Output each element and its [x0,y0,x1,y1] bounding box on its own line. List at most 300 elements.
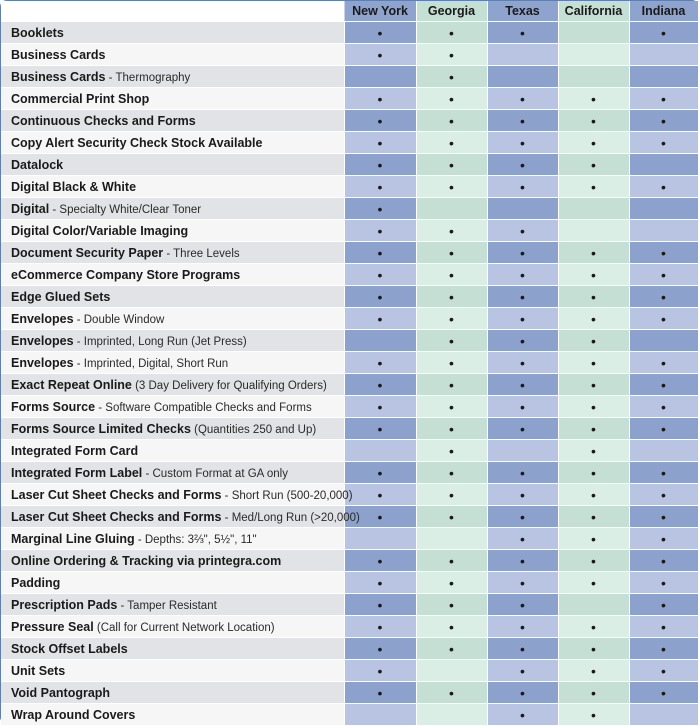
column-header-california: California [558,1,629,22]
availability-cell-california [558,594,629,616]
availability-cell-texas [487,330,558,352]
availability-bullet-icon: • [377,46,383,63]
availability-bullet-icon: • [520,156,525,173]
availability-bullet-icon: • [449,640,454,657]
availability-cell-texas [487,594,558,616]
availability-bullet-icon: • [661,574,666,591]
service-label-cell [1,528,344,550]
service-label-cell [1,374,344,396]
availability-cell-texas [487,66,558,88]
availability-cell-georgia [416,44,487,66]
availability-cell-indiana [629,308,698,330]
service-name: Commercial Print Shop [11,91,150,106]
availability-bullet-icon: • [661,24,666,41]
table-row [1,506,698,528]
service-detail: - Thermography [105,71,191,84]
availability-cell-indiana [629,550,698,572]
availability-cell-indiana [629,616,698,638]
availability-bullet-icon: • [520,420,525,437]
header-row [1,1,698,22]
column-header-new-york: New York [344,1,416,22]
availability-cell-new-york [344,198,416,220]
availability-cell-georgia [416,418,487,440]
availability-cell-texas [487,286,558,308]
table-row [1,88,698,110]
availability-bullet-icon: • [377,464,383,481]
service-label-cell [1,88,344,110]
availability-bullet-icon: • [449,596,454,613]
availability-bullet-icon: • [449,574,454,591]
availability-cell-indiana [629,506,698,528]
availability-cell-california [558,572,629,594]
table-row [1,308,698,330]
availability-cell-new-york [344,418,416,440]
availability-cell-new-york [344,66,416,88]
service-label-cell [1,330,344,352]
service-name: Envelopes [11,333,74,348]
availability-cell-texas [487,616,558,638]
availability-cell-texas [487,550,558,572]
availability-cell-california [558,440,629,462]
availability-bullet-icon: • [591,310,596,327]
service-name: Laser Cut Sheet Checks and Forms [11,509,222,524]
availability-cell-indiana [629,440,698,462]
availability-bullet-icon: • [520,332,525,349]
availability-cell-california [558,44,629,66]
service-label-cell [1,594,344,616]
table-row [1,330,698,352]
capabilities-table [1,1,699,726]
service-name: Forms Source Limited Checks [11,421,191,436]
availability-cell-new-york [344,704,416,726]
availability-bullet-icon: • [661,530,666,547]
service-name: Marginal Line Gluing [11,531,135,546]
availability-bullet-icon: • [591,618,596,635]
table-row [1,638,698,660]
availability-bullet-icon: • [591,266,596,283]
availability-bullet-icon: • [449,376,454,393]
table-row [1,264,698,286]
availability-bullet-icon: • [449,112,454,129]
availability-bullet-icon: • [449,398,454,415]
availability-cell-indiana [629,286,698,308]
availability-cell-indiana [629,682,698,704]
service-label-cell [1,176,344,198]
availability-cell-georgia [416,550,487,572]
service-name: Digital Color/Variable Imaging [11,223,189,238]
availability-bullet-icon: • [377,244,383,261]
table-row [1,242,698,264]
availability-bullet-icon: • [661,684,666,701]
availability-bullet-icon: • [449,266,454,283]
availability-cell-new-york [344,462,416,484]
availability-bullet-icon: • [661,662,666,679]
availability-cell-indiana [629,704,698,726]
availability-cell-texas [487,198,558,220]
availability-cell-georgia [416,638,487,660]
table-row [1,220,698,242]
availability-cell-indiana [629,176,698,198]
service-name: Booklets [11,25,64,40]
availability-cell-georgia [416,506,487,528]
availability-bullet-icon: • [520,24,525,41]
availability-cell-new-york [344,638,416,660]
availability-cell-new-york [344,550,416,572]
service-name: Digital Black & White [11,179,137,194]
table-row [1,462,698,484]
availability-bullet-icon: • [591,244,596,261]
service-label-cell [1,550,344,572]
availability-bullet-icon: • [661,134,666,151]
service-detail: - Software Compatible Checks and Forms [95,401,312,414]
availability-bullet-icon: • [591,112,596,129]
availability-cell-georgia [416,176,487,198]
availability-cell-california [558,330,629,352]
availability-bullet-icon: • [449,178,454,195]
availability-bullet-icon: • [377,508,383,525]
table-row [1,286,698,308]
availability-bullet-icon: • [661,112,666,129]
availability-cell-indiana [629,396,698,418]
availability-bullet-icon: • [377,596,383,613]
table-row [1,594,698,616]
availability-cell-indiana [629,462,698,484]
availability-cell-texas [487,132,558,154]
availability-cell-indiana [629,484,698,506]
availability-cell-california [558,528,629,550]
availability-cell-georgia [416,528,487,550]
availability-bullet-icon: • [449,486,454,503]
availability-cell-california [558,352,629,374]
availability-bullet-icon: • [591,530,596,547]
table-row [1,110,698,132]
availability-bullet-icon: • [661,552,666,569]
availability-bullet-icon: • [661,486,666,503]
service-name: Business Cards [11,69,106,84]
availability-bullet-icon: • [520,90,525,107]
availability-cell-indiana [629,638,698,660]
availability-bullet-icon: • [661,596,666,613]
service-name: Online Ordering & Tracking via printegra.com [11,553,282,568]
availability-bullet-icon: • [377,222,383,239]
availability-bullet-icon: • [520,640,525,657]
availability-bullet-icon: • [377,486,383,503]
service-detail: - Short Run (500-20,000) [221,489,353,502]
availability-cell-texas [487,220,558,242]
table-row [1,616,698,638]
availability-cell-texas [487,528,558,550]
availability-cell-new-york [344,286,416,308]
availability-bullet-icon: • [520,112,525,129]
availability-bullet-icon: • [520,684,525,701]
availability-bullet-icon: • [591,442,596,459]
availability-bullet-icon: • [449,46,454,63]
availability-cell-california [558,704,629,726]
availability-cell-georgia [416,396,487,418]
availability-bullet-icon: • [591,684,596,701]
availability-cell-texas [487,352,558,374]
service-name: Business Cards [11,47,106,62]
availability-cell-new-york [344,22,416,44]
availability-bullet-icon: • [520,508,525,525]
service-detail: - Double Window [73,313,165,326]
availability-bullet-icon: • [591,332,596,349]
table-row [1,396,698,418]
availability-bullet-icon: • [591,486,596,503]
availability-bullet-icon: • [449,156,454,173]
service-label-cell [1,286,344,308]
service-label-cell [1,242,344,264]
service-name: Envelopes [11,311,74,326]
service-label-cell [1,396,344,418]
availability-cell-georgia [416,110,487,132]
availability-cell-new-york [344,242,416,264]
availability-bullet-icon: • [661,244,666,261]
availability-bullet-icon: • [661,376,666,393]
availability-bullet-icon: • [520,354,525,371]
availability-bullet-icon: • [661,90,666,107]
service-name: Exact Repeat Online [11,377,132,392]
availability-bullet-icon: • [520,552,525,569]
table-row [1,352,698,374]
table-row [1,154,698,176]
column-header-indiana: Indiana [629,1,698,22]
service-label-cell [1,704,344,726]
availability-cell-indiana [629,22,698,44]
availability-cell-texas [487,88,558,110]
service-label-cell [1,264,344,286]
availability-cell-texas [487,704,558,726]
column-header-georgia: Georgia [416,1,487,22]
availability-cell-texas [487,572,558,594]
availability-bullet-icon: • [591,508,596,525]
availability-bullet-icon: • [520,662,525,679]
table-row [1,198,698,220]
availability-bullet-icon: • [661,310,666,327]
service-name: Envelopes [11,355,74,370]
availability-cell-california [558,374,629,396]
availability-cell-indiana [629,44,698,66]
availability-bullet-icon: • [449,68,454,85]
availability-cell-indiana [629,198,698,220]
table-row [1,704,698,726]
service-label-cell [1,308,344,330]
availability-bullet-icon: • [591,398,596,415]
service-label-cell [1,484,353,506]
availability-cell-new-york [344,44,416,66]
availability-bullet-icon: • [520,178,525,195]
availability-bullet-icon: • [661,640,666,657]
availability-cell-georgia [416,616,487,638]
availability-bullet-icon: • [591,90,596,107]
availability-bullet-icon: • [591,288,596,305]
table-row [1,176,698,198]
availability-cell-texas [487,154,558,176]
availability-bullet-icon: • [591,464,596,481]
service-name: Integrated Form Label [11,465,143,480]
availability-cell-california [558,154,629,176]
availability-cell-georgia [416,132,487,154]
availability-cell-indiana [629,660,698,682]
availability-bullet-icon: • [377,266,383,283]
service-label-cell [1,132,344,154]
availability-bullet-icon: • [449,618,454,635]
availability-cell-indiana [629,88,698,110]
service-detail: - Specialty White/Clear Toner [49,203,202,216]
availability-cell-georgia [416,704,487,726]
availability-cell-california [558,462,629,484]
availability-cell-texas [487,484,558,506]
availability-cell-texas [487,638,558,660]
availability-cell-california [558,198,629,220]
availability-cell-indiana [629,220,698,242]
service-label-cell [1,616,344,638]
table-row [1,418,698,440]
availability-bullet-icon: • [591,552,596,569]
availability-cell-texas [487,242,558,264]
service-label-cell [1,682,344,704]
service-label-cell [1,638,344,660]
availability-bullet-icon: • [449,222,454,239]
availability-bullet-icon: • [377,178,383,195]
service-name: Prescription Pads [11,597,118,612]
availability-cell-new-york [344,176,416,198]
availability-bullet-icon: • [520,530,525,547]
availability-bullet-icon: • [449,24,454,41]
table-row [1,572,698,594]
availability-bullet-icon: • [449,508,454,525]
availability-cell-texas [487,418,558,440]
availability-bullet-icon: • [377,420,383,437]
availability-cell-georgia [416,660,487,682]
availability-cell-texas [487,462,558,484]
availability-cell-texas [487,176,558,198]
availability-cell-georgia [416,352,487,374]
availability-cell-new-york [344,352,416,374]
availability-bullet-icon: • [449,420,454,437]
availability-cell-georgia [416,264,487,286]
service-detail: - Depths: 3⅔", 5½", 11" [134,533,257,546]
availability-bullet-icon: • [449,442,454,459]
availability-cell-georgia [416,594,487,616]
service-detail: (Call for Current Network Location) [93,621,275,634]
table-row [1,660,698,682]
service-label-cell [1,66,344,88]
availability-bullet-icon: • [591,376,596,393]
availability-cell-georgia [416,682,487,704]
service-name: Void Pantograph [11,685,111,700]
availability-bullet-icon: • [377,310,383,327]
availability-bullet-icon: • [520,134,525,151]
availability-cell-georgia [416,330,487,352]
service-label-cell [1,462,344,484]
table-row [1,440,698,462]
service-name: Edge Glued Sets [11,289,111,304]
availability-bullet-icon: • [449,244,454,261]
table-row [1,44,698,66]
table-row [1,528,698,550]
service-detail: - Three Levels [163,247,240,260]
availability-bullet-icon: • [661,178,666,195]
availability-cell-georgia [416,154,487,176]
availability-cell-california [558,396,629,418]
availability-cell-texas [487,506,558,528]
availability-cell-texas [487,110,558,132]
service-detail: - Tamper Resistant [117,599,217,612]
availability-bullet-icon: • [377,112,383,129]
availability-cell-new-york [344,528,416,550]
service-name: Pressure Seal [11,619,94,634]
availability-cell-new-york [344,594,416,616]
availability-cell-california [558,242,629,264]
availability-cell-new-york [344,220,416,242]
availability-cell-georgia [416,308,487,330]
availability-bullet-icon: • [377,574,383,591]
table-row [1,374,698,396]
availability-cell-new-york [344,374,416,396]
availability-bullet-icon: • [377,376,383,393]
availability-cell-new-york [344,330,416,352]
availability-bullet-icon: • [449,288,454,305]
availability-cell-indiana [629,352,698,374]
service-name: Integrated Form Card [11,443,139,458]
availability-bullet-icon: • [377,156,383,173]
availability-cell-texas [487,44,558,66]
availability-cell-georgia [416,220,487,242]
availability-cell-new-york [344,88,416,110]
availability-cell-indiana [629,418,698,440]
availability-bullet-icon: • [520,706,525,723]
service-detail: - Med/Long Run (>20,000) [221,511,360,524]
service-name: Datalock [11,157,64,172]
availability-bullet-icon: • [591,156,596,173]
availability-bullet-icon: • [520,596,525,613]
availability-cell-new-york [344,396,416,418]
service-label-cell [1,506,360,528]
availability-bullet-icon: • [377,552,383,569]
availability-cell-texas [487,308,558,330]
service-name: Padding [11,575,61,590]
table-row [1,22,698,44]
availability-cell-indiana [629,330,698,352]
availability-cell-new-york [344,110,416,132]
availability-bullet-icon: • [661,288,666,305]
availability-bullet-icon: • [661,618,666,635]
availability-bullet-icon: • [591,420,596,437]
availability-bullet-icon: • [591,134,596,151]
availability-cell-california [558,110,629,132]
availability-cell-indiana [629,528,698,550]
availability-bullet-icon: • [520,288,525,305]
availability-cell-new-york [344,154,416,176]
availability-cell-new-york [344,484,416,506]
availability-cell-georgia [416,22,487,44]
availability-bullet-icon: • [377,354,383,371]
service-label-cell [1,110,344,132]
service-detail: - Imprinted, Digital, Short Run [73,357,229,370]
service-name: Digital [11,201,50,216]
availability-bullet-icon: • [449,354,454,371]
availability-bullet-icon: • [377,640,383,657]
availability-bullet-icon: • [520,464,525,481]
availability-cell-new-york [344,616,416,638]
availability-cell-california [558,682,629,704]
availability-cell-georgia [416,374,487,396]
availability-cell-california [558,660,629,682]
availability-cell-indiana [629,242,698,264]
availability-bullet-icon: • [661,508,666,525]
availability-bullet-icon: • [661,266,666,283]
